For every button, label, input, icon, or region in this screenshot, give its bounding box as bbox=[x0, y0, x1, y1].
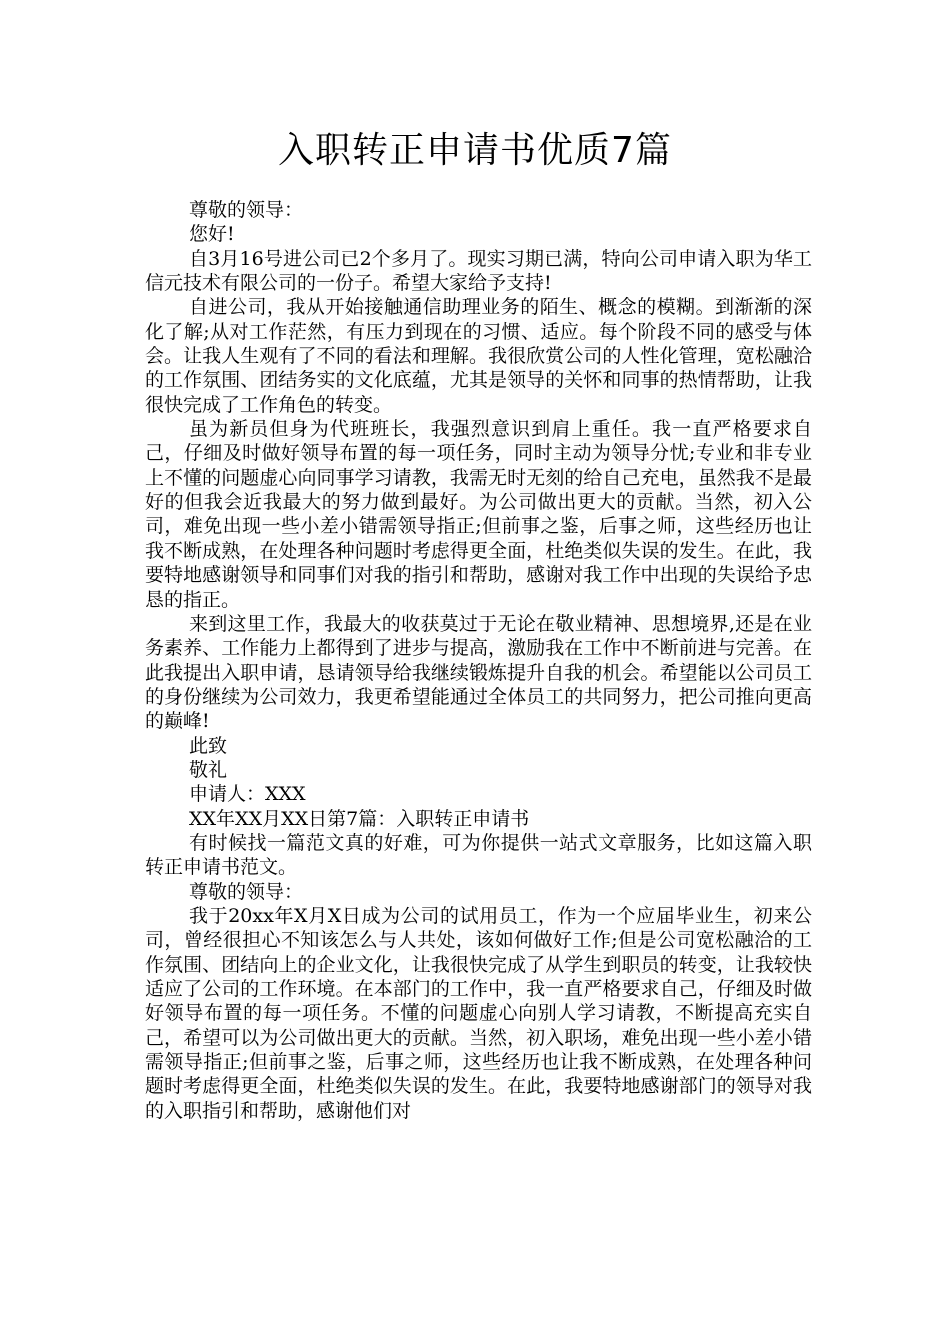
paragraph: 敬礼 bbox=[189, 758, 228, 781]
document-body bbox=[145, 198, 812, 1123]
paragraph: 虽为新员但身为代班班长，我强烈意识到肩上重任。我一直严格要求自己，仔细及时做好领导布置的每一项任务，同时主动为领导分忧;专业和非专业上不懂的问题虚心向同事学习请教，我需无时无刻的给自己充电，虽然我不是最好的但我会近我最大的努力做到最好。为公司做出更大的贡献。当然，初入公司，难免出现一些小差小错需领导指正;但前事之鉴，后事之师，这些经历也让我不断成熟，在处理各种问题时考虑得更全面，杜绝类似失误的发生。在此，我要特地感谢领导和同事们对我的指引和帮助，感谢对我工作中出现的失误给予忠恳的指正。 bbox=[145, 418, 812, 611]
document-title: 入职转正申请书优质7篇 bbox=[278, 130, 672, 171]
paragraph: 有时候找一篇范文真的好难，可为你提供一站式文章服务，比如这篇入职转正申请书范文。 bbox=[145, 831, 812, 879]
paragraph: 我于20xx年X月X日成为公司的试用员工，作为一个应届毕业生，初来公司，曾经很担心不知该怎么与人共处，该如何做好工作;但是公司宽松融洽的工作氛围、团结向上的企业文化，让我很快完成了从学生到职员的转变，让我较快适应了公司的工作环境。在本部门的工作中，我一直严格要求自己，仔细及时做好领导布置的每一项任务。不懂的问题虚心向别人学习请教，不断提高充实自己，希望可以为公司做出更大的贡献。当然，初入职场，难免出现一些小差小错需领导指正;但前事之鉴，后事之师，这些经历也让我不断成熟，在处理各种问题时考虑得更全面，杜绝类似失误的发生。在此，我要特地感谢部门的领导对我的入职指引和帮助，感谢他们对 bbox=[145, 904, 812, 1122]
paragraph: 自进公司，我从开始接触通信助理业务的陌生、概念的模糊。到渐渐的深化了解;从对工作茫然，有压力到现在的习惯、适应。每个阶段不同的感受与体会。让我人生观有了不同的看法和理解。我很欣赏公司的人性化管理，宽松融洽的工作氛围、团结务实的文化底蕴，尤其是领导的关怀和同事的热情帮助，让我很快完成了工作角色的转变。 bbox=[145, 296, 812, 416]
paragraph: 此致 bbox=[189, 734, 228, 757]
paragraph: 申请人：XXX bbox=[189, 783, 306, 806]
paragraph: 尊敬的领导： bbox=[189, 880, 304, 903]
paragraph: 自3月16号进公司已2个多月了。现实习期已满，特向公司申请入职为华工信元技术有限公司的一份子。希望大家给予支持! bbox=[145, 247, 812, 295]
paragraph: 尊敬的领导： bbox=[189, 199, 304, 221]
paragraph: XX年XX月XX日第7篇：入职转正申请书 bbox=[189, 807, 530, 830]
paragraph: 您好! bbox=[189, 223, 235, 246]
paragraph: 来到这里工作，我最大的收获莫过于无论在敬业精神、思想境界,还是在业务素养、工作能力上都得到了进步与提高，激励我在工作中不断前进与完善。在此我提出入职申请，恳请领导给我继续锻炼提升自我的机会。希望能以公司员工的身份继续为公司效力，我更希望能通过全体员工的共同努力，把公司推向更高的巅峰! bbox=[145, 612, 812, 733]
